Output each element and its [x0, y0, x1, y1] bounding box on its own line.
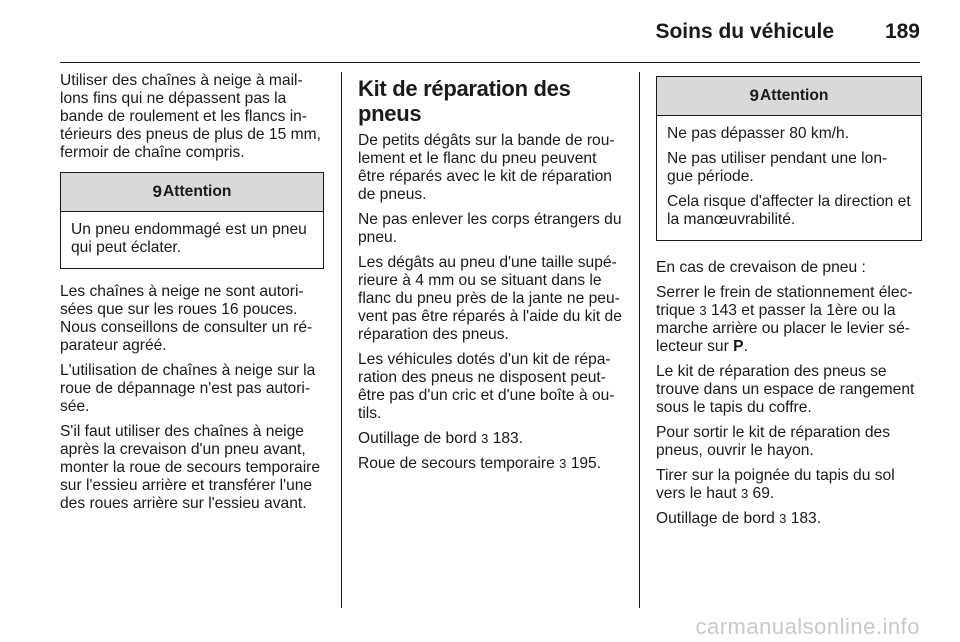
paragraph — [656, 284, 922, 356]
warning-box — [60, 172, 324, 269]
paragraph: Les chaînes à neige ne sont autori-sées que sur les roues 16 pouces. Nous conseillons de consulter un ré-parateur agréé. — [60, 283, 313, 354]
warning-text: Cela risque d'affecter la direction et la manœuvrabilité. — [667, 193, 911, 228]
page-ref-icon: 3 — [779, 511, 787, 526]
text-fragment: Tirer sur la poignée du tapis du sol vers le haut — [656, 467, 895, 502]
paragraph: En cas de crevaison de pneu : — [656, 259, 866, 276]
warning-text: Un pneu endommagé est un pneu qui peut éclater. — [71, 221, 307, 256]
paragraph: L'utilisation de chaînes à neige sur la roue de dépannage n'est pas autori-sée. — [60, 362, 316, 415]
reference-text: Outillage de bord — [358, 430, 477, 447]
page-header — [60, 18, 920, 63]
reference-page: 183. — [790, 510, 822, 527]
page-ref-icon: 3 — [559, 456, 567, 471]
warning-body — [657, 116, 921, 240]
section-heading: Kit de réparation des pneus — [358, 76, 571, 126]
warning-text: Ne pas utiliser pendant une lon-gue période. — [667, 150, 888, 185]
reference-text: Outillage de bord — [656, 510, 775, 527]
cross-reference[interactable] — [656, 510, 922, 528]
reference-page: 195. — [570, 455, 602, 472]
page-ref-icon: 3 — [740, 486, 749, 501]
column-middle — [358, 72, 624, 480]
watermark: carmanualsonline.info — [695, 614, 920, 639]
paragraph: De petits dégâts sur la bande de rou-lement et le flanc du pneu peuvent être réparés avec le kit de réparation de pneus. — [358, 132, 615, 203]
paragraph — [656, 467, 922, 503]
selector-position: P — [733, 338, 744, 355]
paragraph: Ne pas enlever les corps étrangers du pneu. — [358, 211, 622, 246]
text-fragment: 69. — [752, 485, 775, 502]
paragraph: Les dégâts au pneu d'une taille supé-rieure à 4 mm ou se situant dans le flanc du pneu près de la jante ne peu-vent pas être réparés à l'aide du kit de réparation des pneus. — [358, 254, 622, 343]
column-divider — [341, 72, 342, 608]
page-ref-icon: 3 — [699, 303, 707, 318]
page-ref-icon: 3 — [481, 431, 489, 446]
page-title: Soins du véhicule — [655, 20, 834, 43]
text-fragment: 143 et passer la 1ère ou la marche arrière ou placer le levier sé-lecteur sur — [656, 302, 910, 355]
paragraph: S'il faut utiliser des chaînes à neige après la crevaison d'un pneu avant, monter la roue de secours temporaire sur l'essieu arrière et transférer l'une des roues arrière sur l'essieu avant. — [60, 423, 321, 512]
warning-icon: 9 — [152, 182, 163, 201]
text-fragment: . — [743, 338, 748, 355]
column-left — [60, 72, 324, 520]
cross-reference[interactable] — [358, 455, 624, 473]
text-fragment: Serrer le frein de stationnement élec-trique — [656, 284, 913, 319]
cross-reference[interactable] — [358, 430, 624, 448]
reference-text: Roue de secours temporaire — [358, 455, 555, 472]
paragraph: Le kit de réparation des pneus se trouve dans un espace de rangement sous le tapis du coffre. — [656, 363, 915, 416]
reference-page: 183. — [492, 430, 524, 447]
column-right — [656, 72, 922, 535]
warning-header — [61, 173, 323, 212]
warning-body — [61, 212, 323, 268]
page-number: 189 — [884, 20, 920, 43]
paragraph: Pour sortir le kit de réparation des pneus, ouvrir le hayon. — [656, 424, 891, 459]
warning-box — [656, 76, 922, 241]
warning-header — [657, 77, 921, 116]
paragraph: Utiliser des chaînes à neige à mail-lons fins qui ne dépassent pas la bande de roulement et les flancs in-térieurs des pneus de plus de 15 mm, fermoir de chaîne compris. — [60, 72, 321, 161]
warning-title: Attention — [163, 183, 232, 200]
column-divider — [639, 72, 640, 608]
warning-icon: 9 — [749, 86, 760, 105]
warning-title: Attention — [760, 87, 829, 104]
paragraph: Les véhicules dotés d'un kit de répa-ration des pneus ne disposent peut-être pas d'un cric et d'une boîte à ou-tils. — [358, 351, 615, 422]
warning-text: Ne pas dépasser 80 km/h. — [667, 125, 850, 142]
